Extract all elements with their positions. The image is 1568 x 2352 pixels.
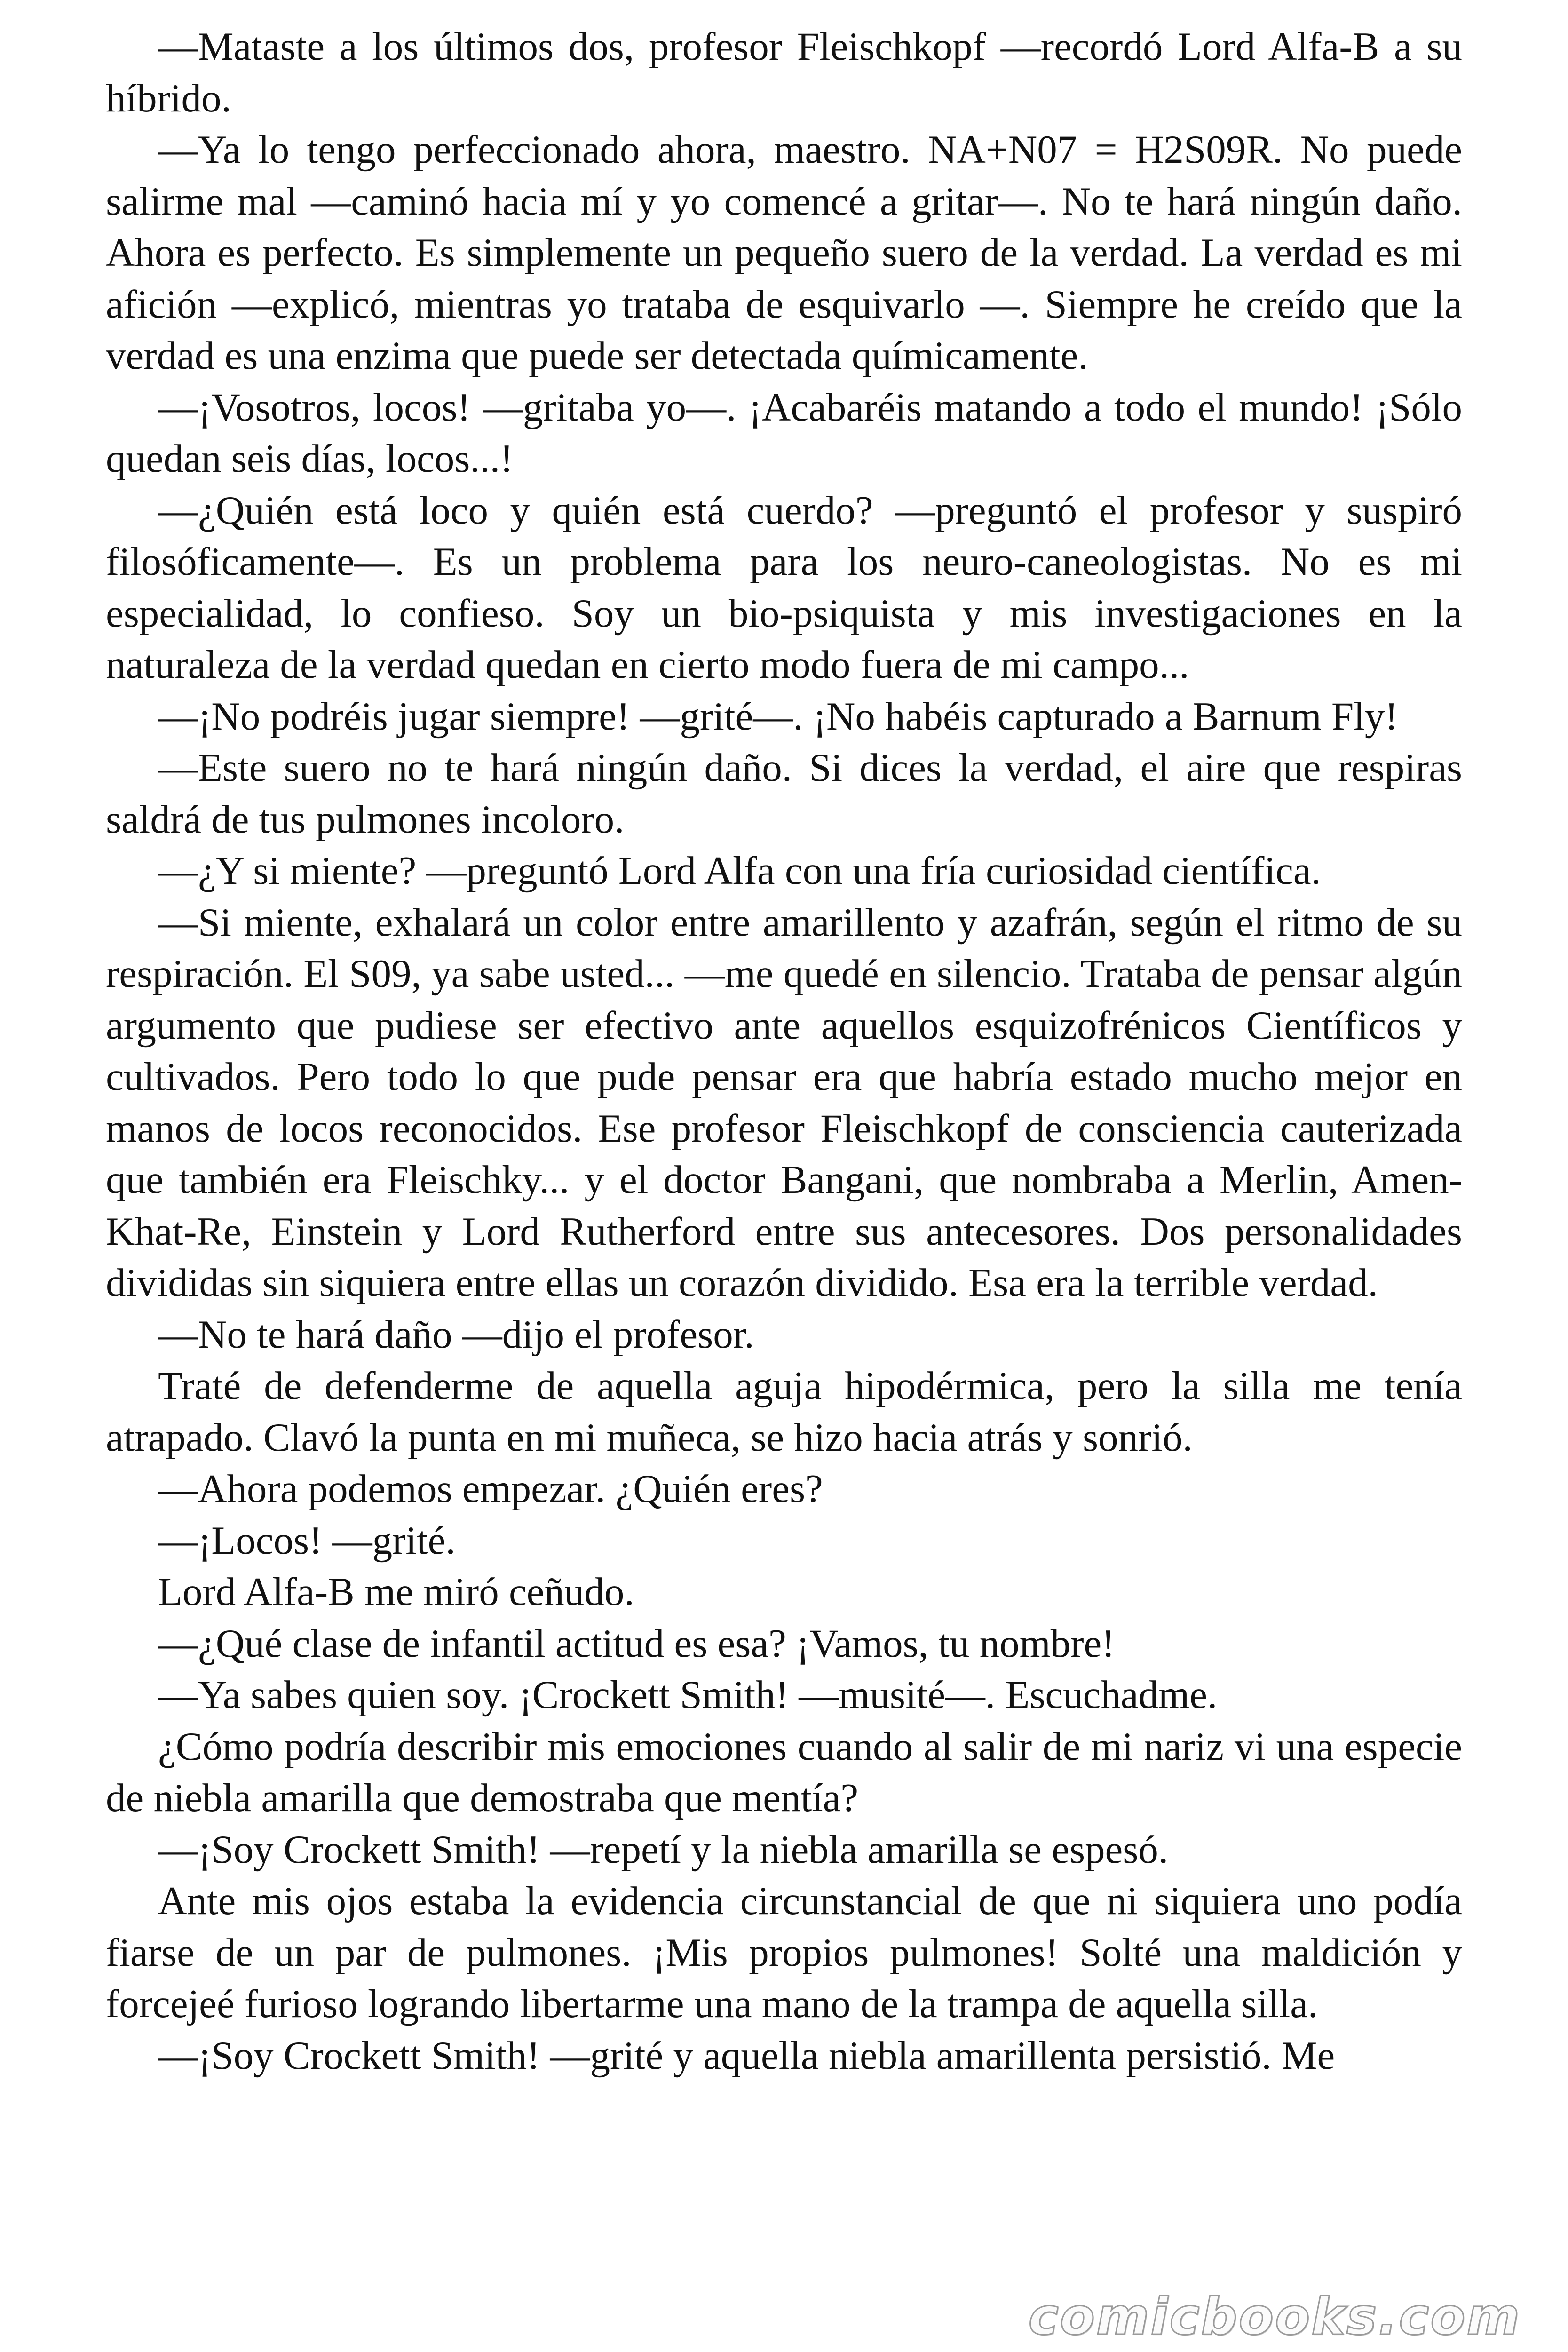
paragraph: —¡Soy Crockett Smith! —grité y aquella niebla amarillenta persistió. Me: [158, 2033, 1335, 2078]
body-text: [106, 21, 1462, 2340]
paragraph: —¡No podréis jugar siempre! —grité—. ¡No habéis capturado a Barnum Fly!: [158, 694, 1398, 739]
paragraph: —No te hará daño —dijo el profesor.: [158, 1312, 754, 1357]
paragraph: Lord Alfa-B me miró ceñudo.: [158, 1570, 634, 1614]
paragraph: —Ya sabes quien soy. ¡Crockett Smith! —musité—. Escuchadme.: [158, 1673, 1218, 1717]
paragraph: —Este suero no te hará ningún daño. Si dices la verdad, el aire que respiras saldrá de tus pulmones incoloro.: [106, 746, 1462, 842]
paragraph: —Ya lo tengo perfeccionado ahora, maestro. NA+N07 = H2S09R. No puede salirme mal —caminó hacia mí y yo comencé a gritar—. No te hará ningún daño. Ahora es perfecto. Es simplemente un pequeño suero de la verdad. La verdad es mi afición —explicó, mientras yo trataba de esquivarlo —. Siempre he creído que la verdad es una enzima que puede ser detectada químicamente.: [106, 127, 1462, 378]
paragraph: —Si miente, exhalará un color entre amarillento y azafrán, según el ritmo de su respiración. El S09, ya sabe usted... —me quedé en silencio. Trataba de pensar algún argumento que pudiese ser efectivo ante aquellos esquizofrénicos Científicos y cultivados. Pero todo lo que pude pensar era que habría estado mucho mejor en manos de locos reconocidos. Ese profesor Fleischkopf de consciencia cauterizada que también era Fleischky... y el doctor Bangani, que nombraba a Merlin, Amen-Khat-Re, Einstein y Lord Rutherford entre sus antecesores. Dos personalidades divididas sin siquiera entre ellas un corazón dividido. Esa era la terrible verdad.: [106, 900, 1462, 1305]
paragraph: —¿Quién está loco y quién está cuerdo? —preguntó el profesor y suspiró filosóficamente—. Es un problema para los neuro-caneologistas. No es mi especialidad, lo confieso. Soy un bio-psiquista y mis investigaciones en la naturaleza de la verdad quedan en cierto modo fuera de mi campo...: [106, 488, 1462, 687]
site-watermark: comicbooks.com: [1028, 2288, 1521, 2346]
paragraph: —¡Vosotros, locos! —gritaba yo—. ¡Acabaréis matando a todo el mundo! ¡Sólo quedan seis días, locos...!: [106, 385, 1462, 481]
paragraph: —¿Y si miente? —preguntó Lord Alfa con una fría curiosidad científica.: [158, 849, 1321, 893]
paragraph: ¿Cómo podría describir mis emociones cuando al salir de mi nariz vi una especie de niebla amarilla que demostraba que mentía?: [106, 1724, 1462, 1820]
paragraph: Ante mis ojos estaba la evidencia circunstancial de que ni siquiera uno podía fiarse de un par de pulmones. ¡Mis propios pulmones! Solté una maldición y forcejeé furioso logrando libertarme una mano de la trampa de aquella silla.: [106, 1879, 1462, 2026]
paragraph: —¡Soy Crockett Smith! —repetí y la niebla amarilla se espesó.: [158, 1827, 1169, 1872]
paragraph: Traté de defenderme de aquella aguja hipodérmica, pero la silla me tenía atrapado. Clavó la punta en mi muñeca, se hizo hacia atrás y sonrió.: [106, 1364, 1462, 1460]
paragraph: —¿Qué clase de infantil actitud es esa? ¡Vamos, tu nombre!: [158, 1621, 1115, 1666]
paragraph: —Mataste a los últimos dos, profesor Fleischkopf —recordó Lord Alfa-B a su híbrido.: [106, 24, 1462, 120]
paragraph: —Ahora podemos empezar. ¿Quién eres?: [158, 1467, 823, 1511]
paragraph: —¡Locos! —grité.: [158, 1518, 456, 1563]
